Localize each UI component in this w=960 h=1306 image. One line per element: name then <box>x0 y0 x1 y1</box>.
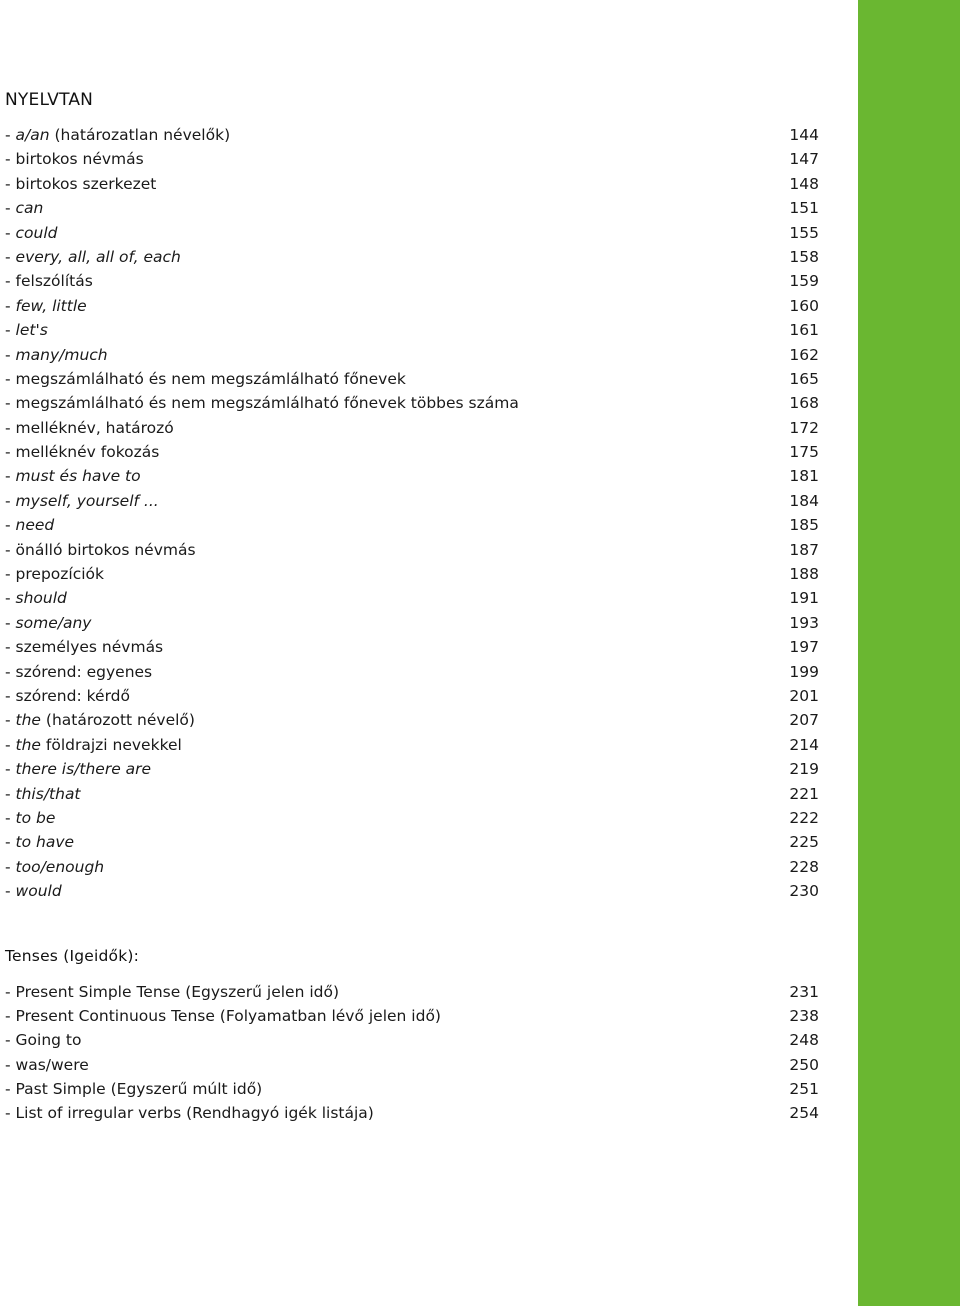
entry-term: too/enough <box>15 857 105 876</box>
page-number: 181 <box>789 467 819 486</box>
entry-term: can <box>15 199 44 218</box>
toc-entry <box>5 440 819 464</box>
toc-entry <box>5 1028 819 1052</box>
entry-term: to have <box>15 833 75 852</box>
entry-label <box>5 684 130 708</box>
entry-dash: - <box>5 808 16 827</box>
toc-entry <box>5 221 819 245</box>
entry-term: some/any <box>15 613 92 632</box>
toc-entry <box>5 343 819 367</box>
toc-entry <box>5 416 819 440</box>
toc-entry <box>5 367 819 391</box>
entry-text: felszólítás <box>15 272 93 291</box>
page-number: 230 <box>789 882 819 901</box>
toc-entry <box>5 855 819 879</box>
entry-label: - Present Continuous Tense (Folyamatban lévő jelen idő) <box>5 1006 441 1025</box>
toc-entry <box>5 1101 819 1125</box>
page-number: 188 <box>789 565 819 584</box>
page-number: 144 <box>789 126 819 144</box>
entry-label <box>5 538 196 562</box>
toc-entry <box>5 684 819 708</box>
entry-dash: - <box>5 686 16 705</box>
entry-dash: - <box>5 491 16 510</box>
entry-term: myself, yourself ... <box>15 491 159 510</box>
toc-entry <box>5 980 819 1004</box>
entry-label: - List of irregular verbs (Rendhagyó igék listája) <box>5 1104 374 1123</box>
entry-label: - Going to <box>5 1031 82 1050</box>
toc-entry <box>5 172 819 196</box>
entry-term: the <box>15 735 41 754</box>
entry-text: megszámlálható és nem megszámlálható főnevek <box>15 369 406 388</box>
entry-label <box>5 782 81 806</box>
entry-dash: - <box>5 882 16 901</box>
entry-label <box>5 221 58 245</box>
entry-dash: - <box>5 662 16 681</box>
entry-term: few, little <box>15 296 87 315</box>
entry-dash: - <box>5 345 16 364</box>
page-number: 231 <box>789 982 819 1001</box>
entry-text: (határozatlan névelők) <box>49 126 231 144</box>
entry-text: földrajzi nevekkel <box>40 735 182 754</box>
page-number: 185 <box>789 516 819 535</box>
entry-label: - was/were <box>5 1055 89 1074</box>
entry-text: önálló birtokos névmás <box>15 540 196 559</box>
entry-dash: - <box>5 467 16 486</box>
tenses-list <box>5 980 819 1126</box>
toc-entry <box>5 733 819 757</box>
page-number: 162 <box>789 345 819 364</box>
page-number: 159 <box>789 272 819 291</box>
entry-text: (határozott névelő) <box>40 711 195 730</box>
entry-dash: - <box>5 565 16 584</box>
toc-entry <box>5 245 819 269</box>
entry-label <box>5 586 67 610</box>
entry-label <box>5 513 54 537</box>
entry-dash: - <box>5 784 16 803</box>
toc-entry <box>5 1053 819 1077</box>
entry-dash: - <box>5 443 16 462</box>
grammar-list <box>5 123 819 904</box>
entry-label <box>5 343 108 367</box>
page-number: 221 <box>789 784 819 803</box>
toc-entry <box>5 464 819 488</box>
toc-entry <box>5 196 819 220</box>
entry-text: szórend: kérdő <box>15 686 130 705</box>
toc-entry <box>5 513 819 537</box>
entry-dash: - <box>5 735 16 754</box>
toc-entry <box>5 660 819 684</box>
entry-label <box>5 611 91 635</box>
entry-label <box>5 562 104 586</box>
entry-label <box>5 879 62 903</box>
entry-dash: - <box>5 638 16 657</box>
entry-dash: - <box>5 296 16 315</box>
page-number: 193 <box>789 613 819 632</box>
entry-text: személyes névmás <box>15 638 164 657</box>
entry-term: let's <box>15 321 48 340</box>
entry-dash: - <box>5 272 16 291</box>
entry-label <box>5 708 195 732</box>
page-number: 250 <box>789 1055 819 1074</box>
entry-term: should <box>15 589 67 608</box>
toc-entry <box>5 611 819 635</box>
entry-label <box>5 416 174 440</box>
entry-text: birtokos névmás <box>15 150 144 169</box>
entry-label <box>5 123 230 147</box>
page-number: 168 <box>789 394 819 413</box>
entry-label <box>5 855 104 879</box>
entry-label <box>5 806 55 830</box>
entry-text: melléknév, határozó <box>15 418 174 437</box>
toc-entry <box>5 586 819 610</box>
page-number: 201 <box>789 686 819 705</box>
page-number: 191 <box>789 589 819 608</box>
toc-entry <box>5 294 819 318</box>
entry-dash: - <box>5 760 16 779</box>
entry-label <box>5 294 87 318</box>
entry-dash: - <box>5 223 16 242</box>
entry-text: prepozíciók <box>15 565 104 584</box>
toc-entry <box>5 806 819 830</box>
toc-entry <box>5 123 819 147</box>
toc-entry <box>5 757 819 781</box>
toc-entry <box>5 782 819 806</box>
entry-term: must és have to <box>15 467 141 486</box>
grammar-heading: NYELVTAN <box>5 90 94 110</box>
page-number: 238 <box>789 1006 819 1025</box>
entry-term: need <box>15 516 55 535</box>
page-number: 165 <box>789 369 819 388</box>
entry-dash: - <box>5 711 16 730</box>
toc-entry <box>5 879 819 903</box>
toc-entry <box>5 1004 819 1028</box>
page-number: 222 <box>789 808 819 827</box>
entry-dash: - <box>5 394 16 413</box>
page-number: 148 <box>789 174 819 193</box>
page-number: 175 <box>789 443 819 462</box>
page-number: 147 <box>789 150 819 169</box>
page-number: 219 <box>789 760 819 779</box>
toc-entry <box>5 318 819 342</box>
entry-label <box>5 245 181 269</box>
entry-dash: - <box>5 126 16 144</box>
entry-dash: - <box>5 174 16 193</box>
entry-dash: - <box>5 199 16 218</box>
page-number: 214 <box>789 735 819 754</box>
tenses-heading: Tenses (Igeidők): <box>5 946 140 965</box>
toc-entry <box>5 391 819 415</box>
page-number: 158 <box>789 247 819 266</box>
toc-entry <box>5 269 819 293</box>
toc-entry <box>5 489 819 513</box>
entry-dash: - <box>5 150 16 169</box>
entry-label <box>5 196 43 220</box>
page-number: 228 <box>789 857 819 876</box>
entry-dash: - <box>5 369 16 388</box>
page-number: 161 <box>789 321 819 340</box>
page-number: 251 <box>789 1080 819 1099</box>
entry-label <box>5 147 144 171</box>
entry-dash: - <box>5 321 16 340</box>
entry-term: would <box>15 882 62 901</box>
page-number: 197 <box>789 638 819 657</box>
entry-label <box>5 269 93 293</box>
entry-label <box>5 172 156 196</box>
entry-label <box>5 318 48 342</box>
entry-text: birtokos szerkezet <box>15 174 157 193</box>
page-number: 151 <box>789 199 819 218</box>
toc-entry <box>5 635 819 659</box>
toc-entry <box>5 562 819 586</box>
page-number: 248 <box>789 1031 819 1050</box>
entry-label <box>5 660 152 684</box>
entry-dash: - <box>5 516 16 535</box>
entry-label <box>5 733 182 757</box>
entry-label <box>5 464 141 488</box>
entry-label <box>5 489 159 513</box>
table-of-contents <box>5 88 819 1126</box>
entry-term: many/much <box>15 345 108 364</box>
toc-entry <box>5 147 819 171</box>
entry-term: a/an <box>15 126 50 144</box>
entry-label <box>5 635 163 659</box>
green-side-bar <box>858 0 960 1306</box>
toc-entry <box>5 708 819 732</box>
entry-text: szórend: egyenes <box>15 662 153 681</box>
entry-dash: - <box>5 857 16 876</box>
entry-label <box>5 367 406 391</box>
page-number: 254 <box>789 1104 819 1123</box>
toc-entry <box>5 538 819 562</box>
page-number: 172 <box>789 418 819 437</box>
page-number: 160 <box>789 296 819 315</box>
page-number: 187 <box>789 540 819 559</box>
entry-label <box>5 440 159 464</box>
entry-term: to be <box>15 808 56 827</box>
entry-text: melléknév fokozás <box>15 443 160 462</box>
entry-term: the <box>15 711 41 730</box>
entry-dash: - <box>5 247 16 266</box>
entry-label <box>5 757 151 781</box>
entry-label <box>5 830 74 854</box>
entry-dash: - <box>5 418 16 437</box>
entry-dash: - <box>5 613 16 632</box>
page-number: 155 <box>789 223 819 242</box>
page-number: 225 <box>789 833 819 852</box>
page-number: 184 <box>789 491 819 510</box>
entry-term: this/that <box>15 784 81 803</box>
entry-term: every, all, all of, each <box>15 247 181 266</box>
entry-label <box>5 391 519 415</box>
entry-term: could <box>15 223 58 242</box>
entry-text: megszámlálható és nem megszámlálható főnevek többes száma <box>15 394 519 413</box>
entry-dash: - <box>5 540 16 559</box>
entry-label: - Past Simple (Egyszerű múlt idő) <box>5 1080 263 1099</box>
entry-term: there is/there are <box>15 760 152 779</box>
toc-entry <box>5 1077 819 1101</box>
entry-dash: - <box>5 589 16 608</box>
page-number: 199 <box>789 662 819 681</box>
toc-entry <box>5 830 819 854</box>
entry-dash: - <box>5 833 16 852</box>
page-number: 207 <box>789 711 819 730</box>
entry-label: - Present Simple Tense (Egyszerű jelen idő) <box>5 982 340 1001</box>
